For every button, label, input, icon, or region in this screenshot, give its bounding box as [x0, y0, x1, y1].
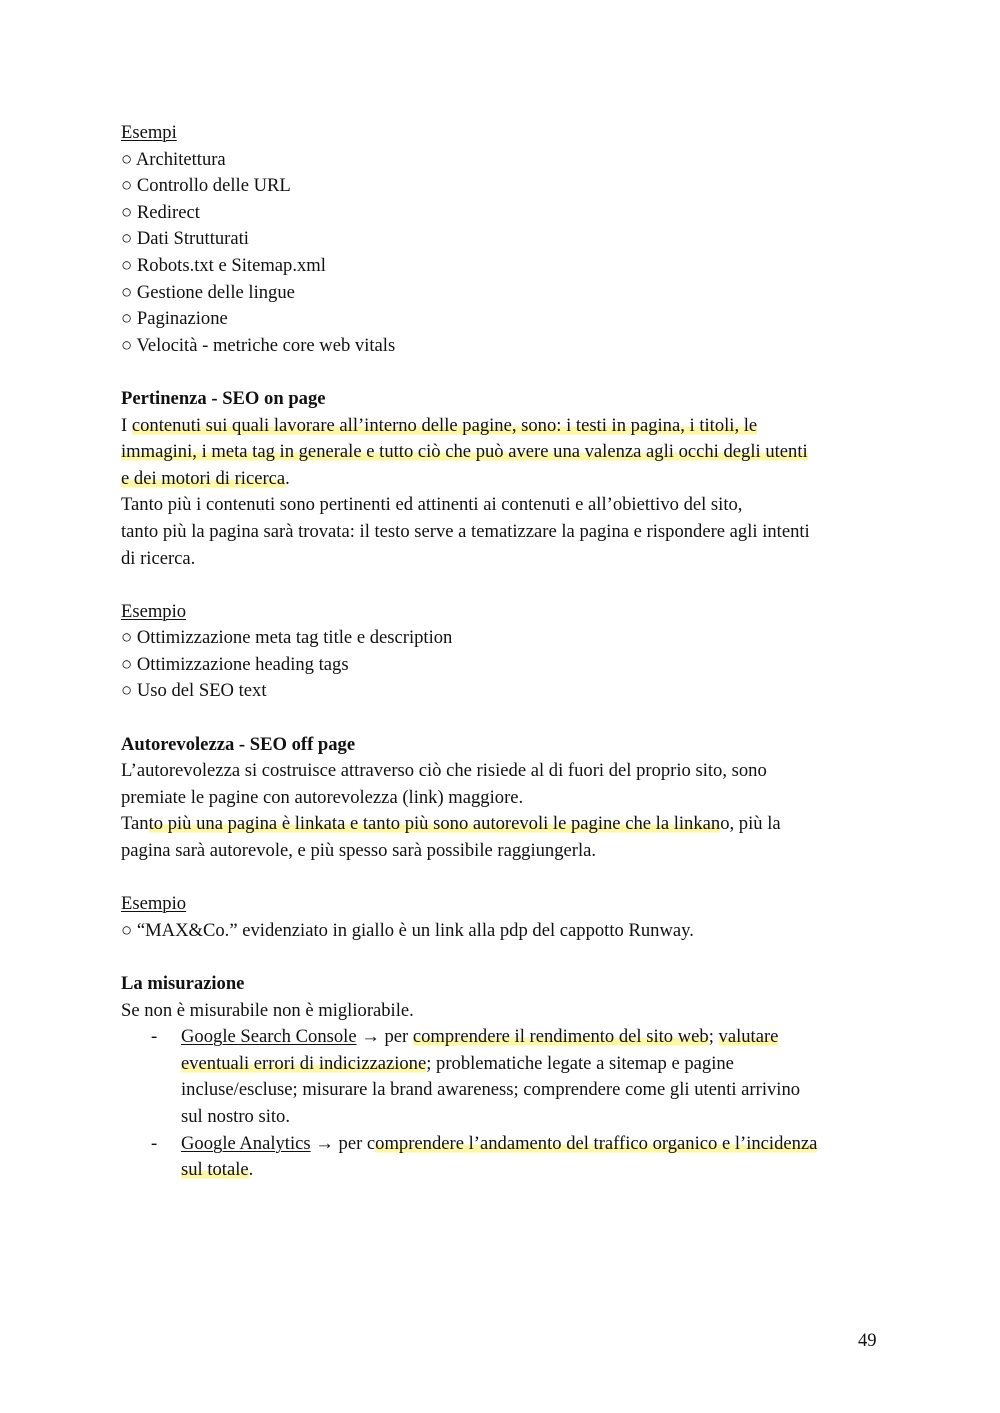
- section-heading-esempi: Esempi: [121, 122, 177, 143]
- paragraph-pertinenza-2: [121, 492, 881, 572]
- list-item: ○ Dati Strutturati: [121, 228, 249, 250]
- highlighted-text: e dei motori di ricerca: [121, 467, 286, 489]
- list-item-search-console: [121, 1024, 881, 1130]
- paragraph-text: o, più la: [720, 813, 781, 835]
- list-item: ○ Architettura: [121, 148, 226, 170]
- paragraph-text: .: [285, 467, 290, 489]
- paragraph-text: .: [248, 1159, 254, 1181]
- highlighted-text: sul totale: [181, 1159, 249, 1181]
- paragraph-text: ;: [708, 1026, 719, 1048]
- list-item: ○ Paginazione: [121, 308, 228, 330]
- list-item: ○ Velocità - metriche core web vitals: [121, 334, 396, 356]
- highlighted-text: to più una pagina è linkata e tanto più sono autorevoli le pagine che la linkan: [148, 813, 721, 835]
- section-heading-esempio: Esempio: [121, 600, 187, 622]
- paragraph-autorevolezza-2: [121, 811, 881, 864]
- highlighted-text: omprendere l’andamento del traffico organico e l’incidenza: [375, 1132, 818, 1154]
- list-item: ○ Redirect: [121, 201, 200, 223]
- list-item: ○ Ottimizzazione meta tag title e description: [121, 627, 453, 649]
- google-analytics-link[interactable]: Google Analytics: [181, 1132, 311, 1154]
- paragraph-text: → per: [356, 1026, 413, 1048]
- section-title-pertinenza: Pertinenza - SEO on page: [121, 387, 326, 409]
- list-item: ○ Uso del SEO text: [121, 680, 267, 702]
- list-item: ○ Ottimizzazione heading tags: [121, 653, 349, 675]
- list-item: ○ Robots.txt e Sitemap.xml: [121, 254, 326, 276]
- paragraph-autorevolezza-1: [121, 758, 881, 811]
- dash-bullet: -: [151, 1132, 158, 1154]
- paragraph-line: Se non è misurabile non è migliorabile.: [121, 999, 414, 1021]
- list-item: ○ “MAX&Co.” evidenziato in giallo è un link alla pdp del cappotto Runway.: [121, 919, 694, 941]
- example-list: [121, 625, 881, 705]
- paragraph-line: tanto più la pagina sarà trovata: il testo serve a tematizzare la pagina e rispondere agli intenti: [121, 520, 810, 542]
- paragraph-line: premiate le pagine con autorevolezza (link) maggiore.: [121, 786, 524, 808]
- dash-bullet: -: [151, 1026, 158, 1048]
- list-item: ○ Controllo delle URL: [121, 175, 291, 197]
- section-heading-esempio-2: Esempio: [121, 893, 187, 915]
- highlighted-text: comprendere il rendimento del sito web: [412, 1026, 709, 1048]
- paragraph-line: di ricerca.: [121, 547, 196, 569]
- page-number: 49: [858, 1330, 877, 1351]
- document-page: [121, 120, 881, 1184]
- paragraph-line: sul nostro sito.: [181, 1105, 290, 1127]
- list-item: ○ Gestione delle lingue: [121, 281, 295, 303]
- highlighted-text: eventuali errori di indicizzazione: [181, 1052, 427, 1074]
- paragraph-text: ; problematiche legate a sitemap e pagine: [426, 1052, 734, 1074]
- paragraph-line: L’autorevolezza si costruisce attraverso ciò che risiede al di fuori del proprio sito, sono: [121, 760, 767, 782]
- highlighted-text: contenuti sui quali lavorare all’interno delle pagine, sono: i testi in pagina, i titoli, le: [131, 414, 758, 436]
- highlighted-text: valutare: [718, 1026, 779, 1048]
- google-search-console-link[interactable]: Google Search Console: [181, 1026, 357, 1048]
- paragraph-line: pagina sarà autorevole, e più spesso sarà possibile raggiungerla.: [121, 840, 597, 862]
- paragraph-text: → per c: [310, 1132, 376, 1154]
- paragraph-text: I: [121, 414, 132, 436]
- paragraph-line: incluse/escluse; misurare la brand awareness; comprendere come gli utenti arrivino: [181, 1079, 801, 1101]
- section-title-misurazione: La misurazione: [121, 973, 245, 994]
- paragraph-pertinenza-1: [121, 413, 881, 493]
- paragraph-text: Tan: [121, 813, 149, 835]
- list-item-analytics: [121, 1131, 881, 1184]
- examples-list: [121, 147, 881, 360]
- paragraph-line: Tanto più i contenuti sono pertinenti ed attinenti ai contenuti e all’obiettivo del sito,: [121, 494, 743, 516]
- highlighted-text: immagini, i meta tag in generale e tutto ciò che può avere una valenza agli occhi degli utenti: [121, 441, 808, 463]
- section-title-autorevolezza: Autorevolezza - SEO off page: [121, 733, 356, 755]
